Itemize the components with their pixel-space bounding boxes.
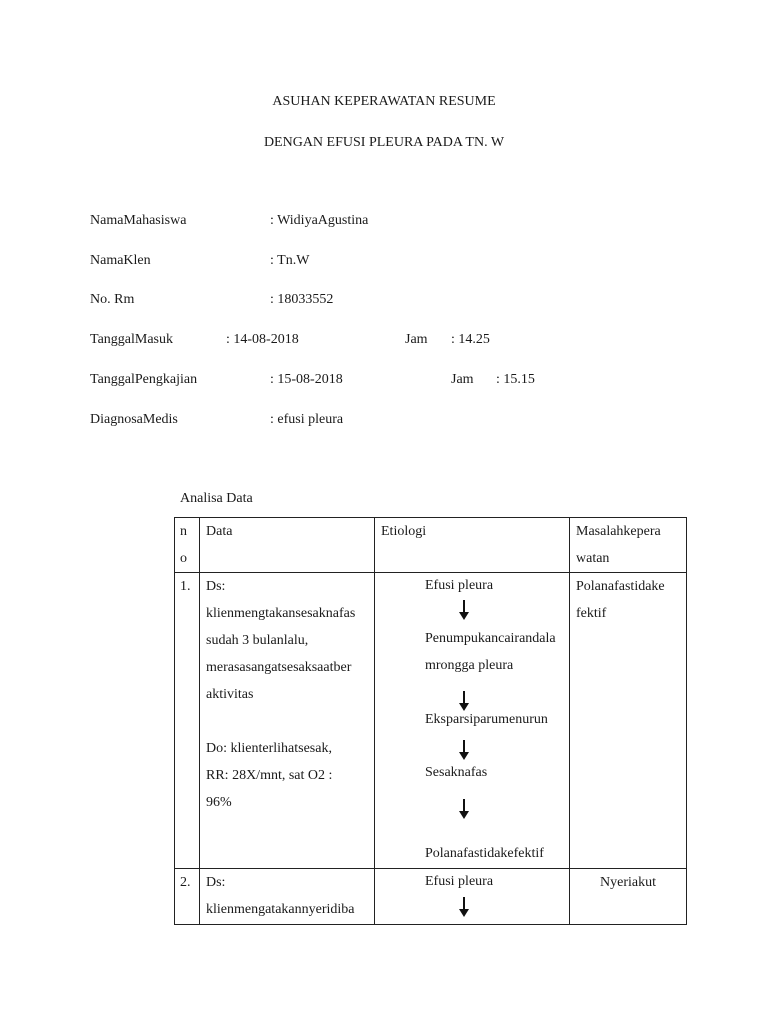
row-etiology [375, 869, 570, 925]
rm-number-value: : 18033552 [270, 292, 334, 307]
etiology-step: Efusi pleura [425, 578, 494, 593]
student-name-label: NamaMahasiswa [90, 213, 187, 228]
admit-time-value: : 14.25 [451, 332, 490, 347]
etiology-step: Eksparsiparumenurun [425, 712, 548, 727]
assessment-time-value: : 15.15 [496, 372, 535, 387]
etiology-step: Sesaknafas [425, 765, 488, 780]
header-problem: Masalahkepera watan [570, 518, 687, 573]
etiology-step: Polanafastidakefektif [425, 846, 544, 861]
table-row [175, 573, 687, 869]
row-data: Ds: klienmengtakansesaknafas sudah 3 bulanlalu, merasasangatsesaksaatber aktivitas Do: klienterlihatsesak, RR: 28X/mnt, sat O2 : 96% [200, 573, 375, 869]
row-problem: Nyeriakut [570, 869, 687, 925]
row-number: 2. [175, 869, 200, 925]
header-etiology: Etiologi [375, 518, 570, 573]
client-name-value: : Tn.W [270, 253, 310, 268]
analysis-table [174, 517, 687, 925]
down-arrow-icon [459, 691, 469, 711]
row-data: Ds: klienmengatakannyeridiba [200, 869, 375, 925]
assessment-time-label: Jam [451, 372, 474, 387]
medical-diagnosis-label: DiagnosaMedis [90, 412, 178, 427]
document-title: ASUHAN KEPERAWATAN RESUME [272, 94, 496, 109]
row-etiology [375, 573, 570, 869]
down-arrow-icon [459, 600, 469, 620]
admit-date-value: : 14-08-2018 [226, 332, 299, 347]
rm-number-label: No. Rm [90, 292, 135, 307]
client-name-label: NamaKlen [90, 253, 151, 268]
row-problem: Polanafastidake fektif [570, 573, 687, 869]
down-arrow-icon [459, 799, 469, 819]
down-arrow-icon [459, 897, 469, 917]
admit-time-label: Jam [405, 332, 428, 347]
admit-date-label: TanggalMasuk [90, 332, 174, 347]
document-subtitle: DENGAN EFUSI PLEURA PADA TN. W [263, 135, 505, 150]
medical-diagnosis-value: : efusi pleura [270, 412, 344, 427]
assessment-date-label: TanggalPengkajian [90, 372, 198, 387]
assessment-date-value: : 15-08-2018 [270, 372, 343, 387]
row-number: 1. [175, 573, 200, 869]
etiology-step: Penumpukancairandala [425, 631, 556, 646]
etiology-step: mrongga pleura [425, 658, 514, 673]
analysis-heading: Analisa Data [180, 491, 253, 506]
student-name-value: : WidiyaAgustina [270, 213, 369, 228]
etiology-step: Efusi pleura [425, 874, 494, 889]
header-no: n o [175, 518, 200, 573]
header-data: Data [200, 518, 375, 573]
down-arrow-icon [459, 740, 469, 760]
table-row [175, 869, 687, 925]
table-header-row [175, 518, 687, 573]
